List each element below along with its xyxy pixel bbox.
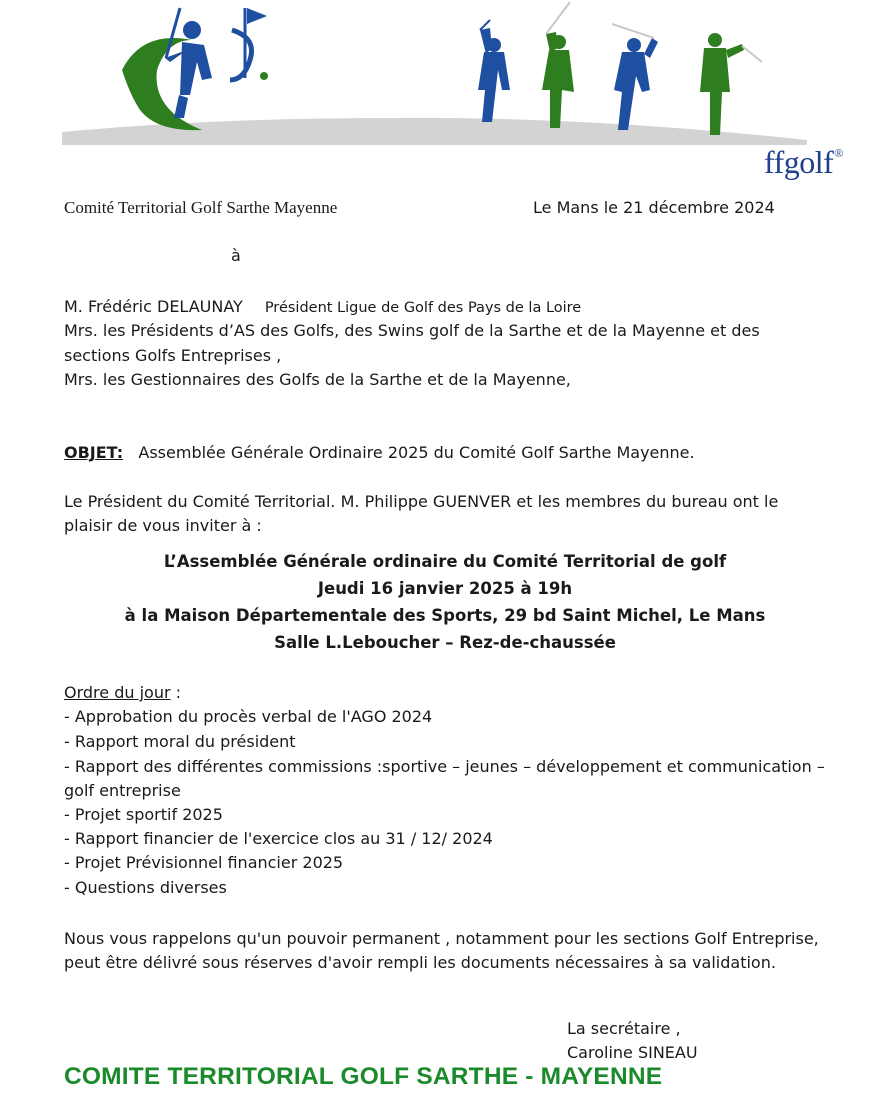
recipient-2-line2: sections Golfs Entreprises , xyxy=(64,346,282,365)
letterhead-banner xyxy=(62,0,843,195)
footer-committee-name: COMITE TERRITORIAL GOLF SARTHE - MAYENNE xyxy=(64,1063,663,1090)
intro-line2: plaisir de vous inviter à : xyxy=(64,516,262,535)
logo-head xyxy=(183,21,201,39)
recipient-1-name: M. Frédéric DELAUNAY xyxy=(64,297,243,316)
letter-date: Le Mans le 21 décembre 2024 xyxy=(533,198,775,217)
invite-line2: Jeudi 16 janvier 2025 à 19h xyxy=(317,579,573,598)
intro-line1: Le Président du Comité Territorial. M. Philippe GUENVER et les membres du bureau ont le xyxy=(64,492,779,511)
signature-name: Caroline SINEAU xyxy=(567,1043,698,1062)
agenda-item: - Questions diverses xyxy=(64,878,227,897)
recipient-3: Mrs. les Gestionnaires des Golfs de la Sarthe et de la Mayenne, xyxy=(64,370,571,389)
ffgolf-logo xyxy=(764,144,843,181)
logo-leg xyxy=(174,95,188,118)
objet-label: OBJET: xyxy=(64,443,124,462)
ffgolf-text: ffgolf xyxy=(764,144,834,180)
agenda-item: golf entreprise xyxy=(64,781,181,800)
sender-name: Comité Territorial Golf Sarthe Mayenne xyxy=(64,198,338,217)
signature-role: La secrétaire , xyxy=(567,1019,681,1038)
registered-mark: ® xyxy=(834,146,843,160)
invite-line4: Salle L.Leboucher – Rez-de-chaussée xyxy=(274,633,616,652)
agenda-item: - Projet sportif 2025 xyxy=(64,805,223,824)
invite-line3: à la Maison Départementale des Sports, 29 bd Saint Michel, Le Mans xyxy=(124,606,766,625)
agenda-colon: : xyxy=(170,683,182,702)
agenda-item: - Rapport des différentes commissions :sportive – jeunes – développement et communication – xyxy=(64,757,825,776)
letterhead-illustration xyxy=(62,0,807,195)
golfer-3 xyxy=(612,24,658,130)
agenda-item: - Rapport financier de l'exercice clos au 31 / 12/ 2024 xyxy=(64,829,493,848)
closing-line1: Nous vous rappelons qu'un pouvoir permanent , notamment pour les sections Golf Entreprise, xyxy=(64,929,819,948)
recipient-2-line1: Mrs. les Présidents d’AS des Golfs, des Swins golf de la Sarthe et de la Mayenne et des xyxy=(64,321,760,340)
logo-body xyxy=(180,42,212,95)
recipient-1 xyxy=(64,297,581,316)
objet-text: Assemblée Générale Ordinaire 2025 du Comité Golf Sarthe Mayenne. xyxy=(138,443,695,462)
agenda-item: - Approbation du procès verbal de l'AGO 2024 xyxy=(64,707,433,726)
golfer-2 xyxy=(542,2,574,128)
agenda-heading xyxy=(64,683,181,702)
closing-line2: peut être délivré sous réserves d'avoir rempli les documents nécessaires à sa validation. xyxy=(64,953,776,972)
agenda-label: Ordre du jour xyxy=(64,683,171,702)
agenda-item: - Rapport moral du président xyxy=(64,732,296,751)
golf-club-logo xyxy=(122,8,268,130)
objet-line xyxy=(64,443,695,462)
agenda-item: - Projet Prévisionnel financier 2025 xyxy=(64,853,344,872)
logo-curve xyxy=(230,30,252,80)
to-prefix: à xyxy=(231,246,241,265)
flag xyxy=(247,8,267,24)
golfer-4 xyxy=(700,33,762,135)
golfer-1 xyxy=(478,20,510,122)
invite-line1: L’Assemblée Générale ordinaire du Comité Territorial de golf xyxy=(163,552,727,571)
golf-ball xyxy=(260,72,268,80)
logo-club xyxy=(166,8,180,58)
recipient-1-title: Président Ligue de Golf des Pays de la Loire xyxy=(264,300,582,316)
